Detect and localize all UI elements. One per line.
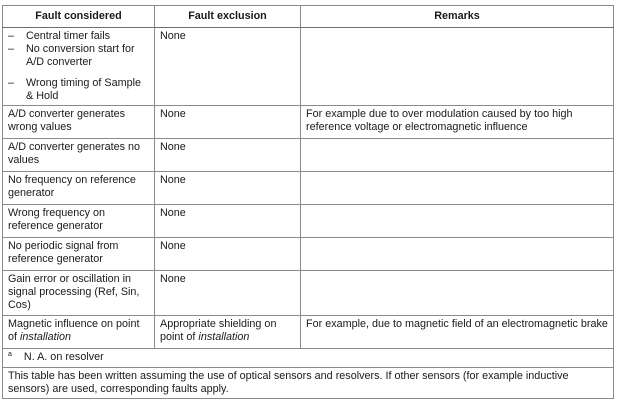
footnote-text: N. A. on resolver	[23, 351, 104, 363]
list-item-text: Wrong timing of Sample & Hold	[26, 77, 142, 102]
list-item-text: Central timer fails	[26, 30, 110, 42]
exclusion-cell: None	[155, 106, 301, 139]
fault-cell	[3, 28, 155, 106]
fault-cell: A/D converter generates no values	[3, 139, 155, 172]
table-row	[3, 316, 614, 349]
table-row	[3, 106, 614, 139]
remarks-cell	[301, 271, 614, 316]
list-item	[8, 30, 150, 43]
dash-marker: –	[8, 77, 15, 89]
footnote-cell	[3, 349, 614, 368]
remarks-cell	[301, 139, 614, 172]
fault-cell: A/D converter generates wrong values	[3, 106, 155, 139]
exclusion-cell: None	[155, 271, 301, 316]
list-item	[8, 43, 150, 69]
header-fault-considered: Fault considered	[3, 6, 155, 28]
fault-cell	[3, 316, 155, 349]
fault-text: Magnetic influence on point of	[8, 318, 140, 343]
fault-cell: Wrong frequency on reference generator	[3, 205, 155, 238]
table-row	[3, 172, 614, 205]
list-item	[8, 77, 150, 103]
exclusion-cell: None	[155, 238, 301, 271]
table-row	[3, 238, 614, 271]
dash-marker: –	[8, 30, 15, 42]
table-row	[3, 271, 614, 316]
exclusion-cell: None	[155, 139, 301, 172]
header-fault-exclusion: Fault exclusion	[155, 6, 301, 28]
dash-marker: –	[8, 43, 15, 55]
remarks-cell	[301, 172, 614, 205]
footnote-marker: a	[8, 351, 12, 358]
remarks-cell	[301, 205, 614, 238]
footnote-row	[3, 349, 614, 368]
remarks-cell: For example due to over modulation caused by too high reference voltage or electromagnetic influence	[301, 106, 614, 139]
fault-table	[2, 5, 614, 399]
exclusion-text-italic: installation	[198, 331, 250, 343]
exclusion-cell	[155, 316, 301, 349]
fault-cell: No periodic signal from reference generator	[3, 238, 155, 271]
exclusion-cell: None	[155, 28, 301, 106]
remarks-cell	[301, 28, 614, 106]
header-row	[3, 6, 614, 28]
table-row	[3, 139, 614, 172]
note-row	[3, 368, 614, 399]
list-item-text: No conversion start for A/D converter	[26, 43, 135, 68]
exclusion-text: Appropriate shielding on point of	[160, 318, 277, 343]
fault-list	[8, 30, 150, 103]
table-row	[3, 205, 614, 238]
table-note: This table has been written assuming the use of optical sensors and resolvers. If other sensors (for example inductive sensors) are used, corresponding faults apply.	[3, 368, 614, 399]
remarks-cell	[301, 238, 614, 271]
fault-text-italic: installation	[20, 331, 72, 343]
exclusion-cell: None	[155, 205, 301, 238]
table-row	[3, 28, 614, 106]
fault-cell: Gain error or oscillation in signal processing (Ref, Sin, Cos)	[3, 271, 155, 316]
header-remarks: Remarks	[301, 6, 614, 28]
fault-cell: No frequency on reference generator	[3, 172, 155, 205]
exclusion-cell: None	[155, 172, 301, 205]
remarks-cell: For example, due to magnetic field of an electromagnetic brake	[301, 316, 614, 349]
